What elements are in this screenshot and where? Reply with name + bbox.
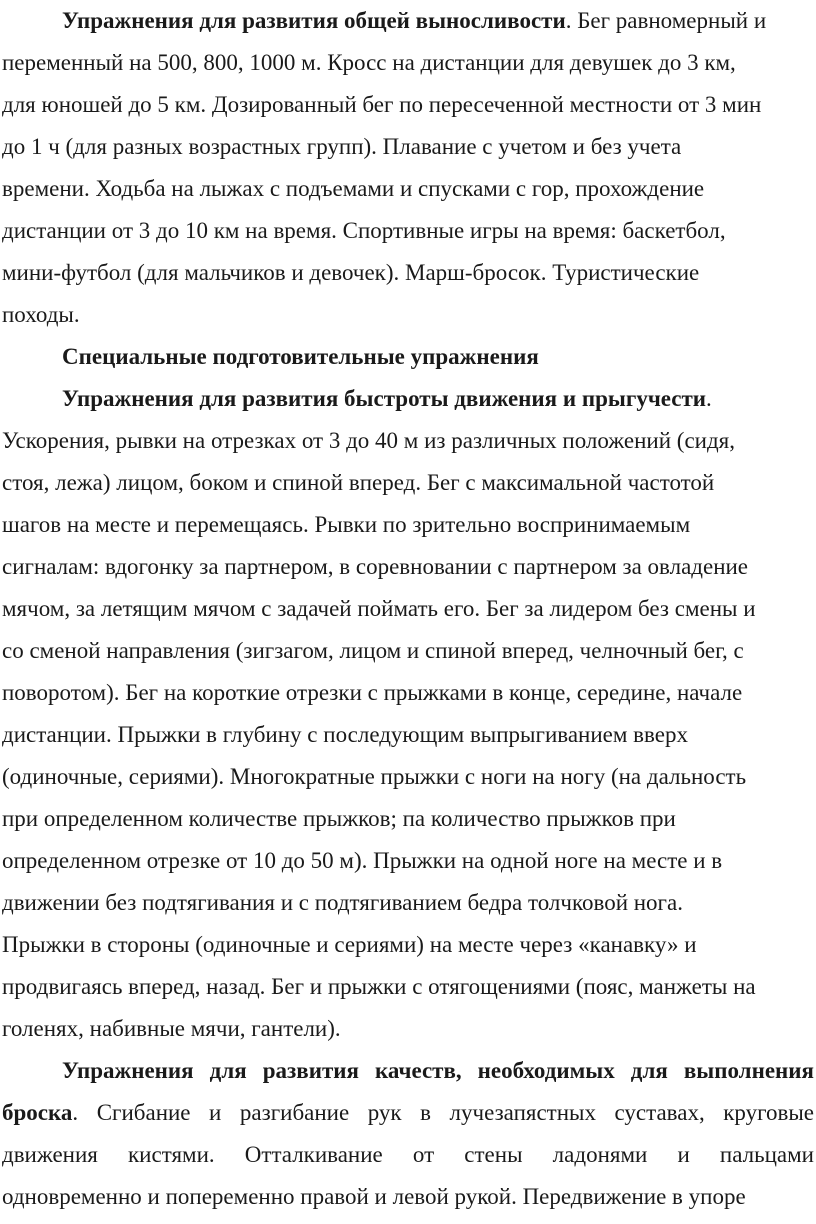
text-line: Упражнения для развития быстроты движения и прыгучести. xyxy=(62,386,712,411)
heading-throwing-qualities: Упражнения для развития качеств, необходимых для выполнения xyxy=(62,1058,814,1083)
text-line: броска. Сгибание и разгибание рук в лучезапястных суставах, круговые xyxy=(2,1100,814,1125)
section-heading: Специальные подготовительные упражнения xyxy=(62,344,539,369)
text-line: при определенном количестве прыжков; па количество прыжков при xyxy=(2,806,676,831)
text-line: (одиночные, сериями). Многократные прыжки с ноги на ногу (на дальность xyxy=(2,764,747,789)
text-line: определенном отрезке от 10 до 50 м). Прыжки на одной ноге на месте и в xyxy=(2,848,723,873)
text-line: мячом, за летящим мячом с задачей поймать его. Бег за лидером без смены и xyxy=(2,596,756,621)
text-line: одновременно и попеременно правой и левой рукой. Передвижение в упоре xyxy=(2,1184,746,1209)
text-line: движении без подтягивания и с подтягиванием бедра толчковой нога. xyxy=(2,890,683,915)
heading-speed-jumping: Упражнения для развития быстроты движения и прыгучести xyxy=(62,386,707,411)
text-line: сигналам: вдогонку за партнером, в соревновании с партнером за овладение xyxy=(2,554,749,579)
text-line: голенях, набивные мячи, гантели). xyxy=(2,1016,341,1041)
text-line: Упражнения для развития общей выносливости. Бег равномерный и xyxy=(62,8,767,33)
text-line: Прыжки в стороны (одиночные и сериями) на месте через «канавку» и xyxy=(2,932,697,957)
heading-throw-word: броска xyxy=(2,1100,73,1125)
text-line: времени. Ходьба на лыжах с подъемами и спусками с гор, прохождение xyxy=(2,176,705,201)
text-line xyxy=(62,1050,814,1092)
text-line: дистанции. Прыжки в глубину с последующим выпрыгиванием вверх xyxy=(2,722,688,747)
text-line: Ускорения, рывки на отрезках от 3 до 40 м из различных положений (сидя, xyxy=(2,428,735,453)
heading-general-endurance: Упражнения для развития общей выносливости xyxy=(62,8,566,33)
text-line: переменный на 500, 800, 1000 м. Кросс на дистанции для девушек до 3 км, xyxy=(2,50,736,75)
text-line: до 1 ч (для разных возрастных групп). Плавание с учетом и без учета xyxy=(2,134,682,159)
text-line: поворотом). Бег на короткие отрезки с прыжками в конце, середине, начале xyxy=(2,680,743,705)
text-line: со сменой направления (зигзагом, лицом и спиной вперед, челночный бег, с xyxy=(2,638,744,663)
text-line: мини-футбол (для мальчиков и девочек). Марш-бросок. Туристические xyxy=(2,260,700,285)
text-line: шагов на месте и перемещаясь. Рывки по зрительно воспринимаемым xyxy=(2,512,691,537)
text-line: движения кистями. Отталкивание от стены ладонями и пальцами xyxy=(2,1142,814,1167)
text-line: стоя, лежа) лицом, боком и спиной вперед. Бег с максимальной частотой xyxy=(2,470,715,495)
text-line: дистанции от 3 до 10 км на время. Спортивные игры на время: баскетбол, xyxy=(2,218,726,243)
text-line: продвигаясь вперед, назад. Бег и прыжки с отягощениями (пояс, манжеты на xyxy=(2,974,756,999)
text-line: для юношей до 5 км. Дозированный бег по пересеченной местности от 3 мин xyxy=(2,92,762,117)
text-line: походы. xyxy=(2,302,80,327)
